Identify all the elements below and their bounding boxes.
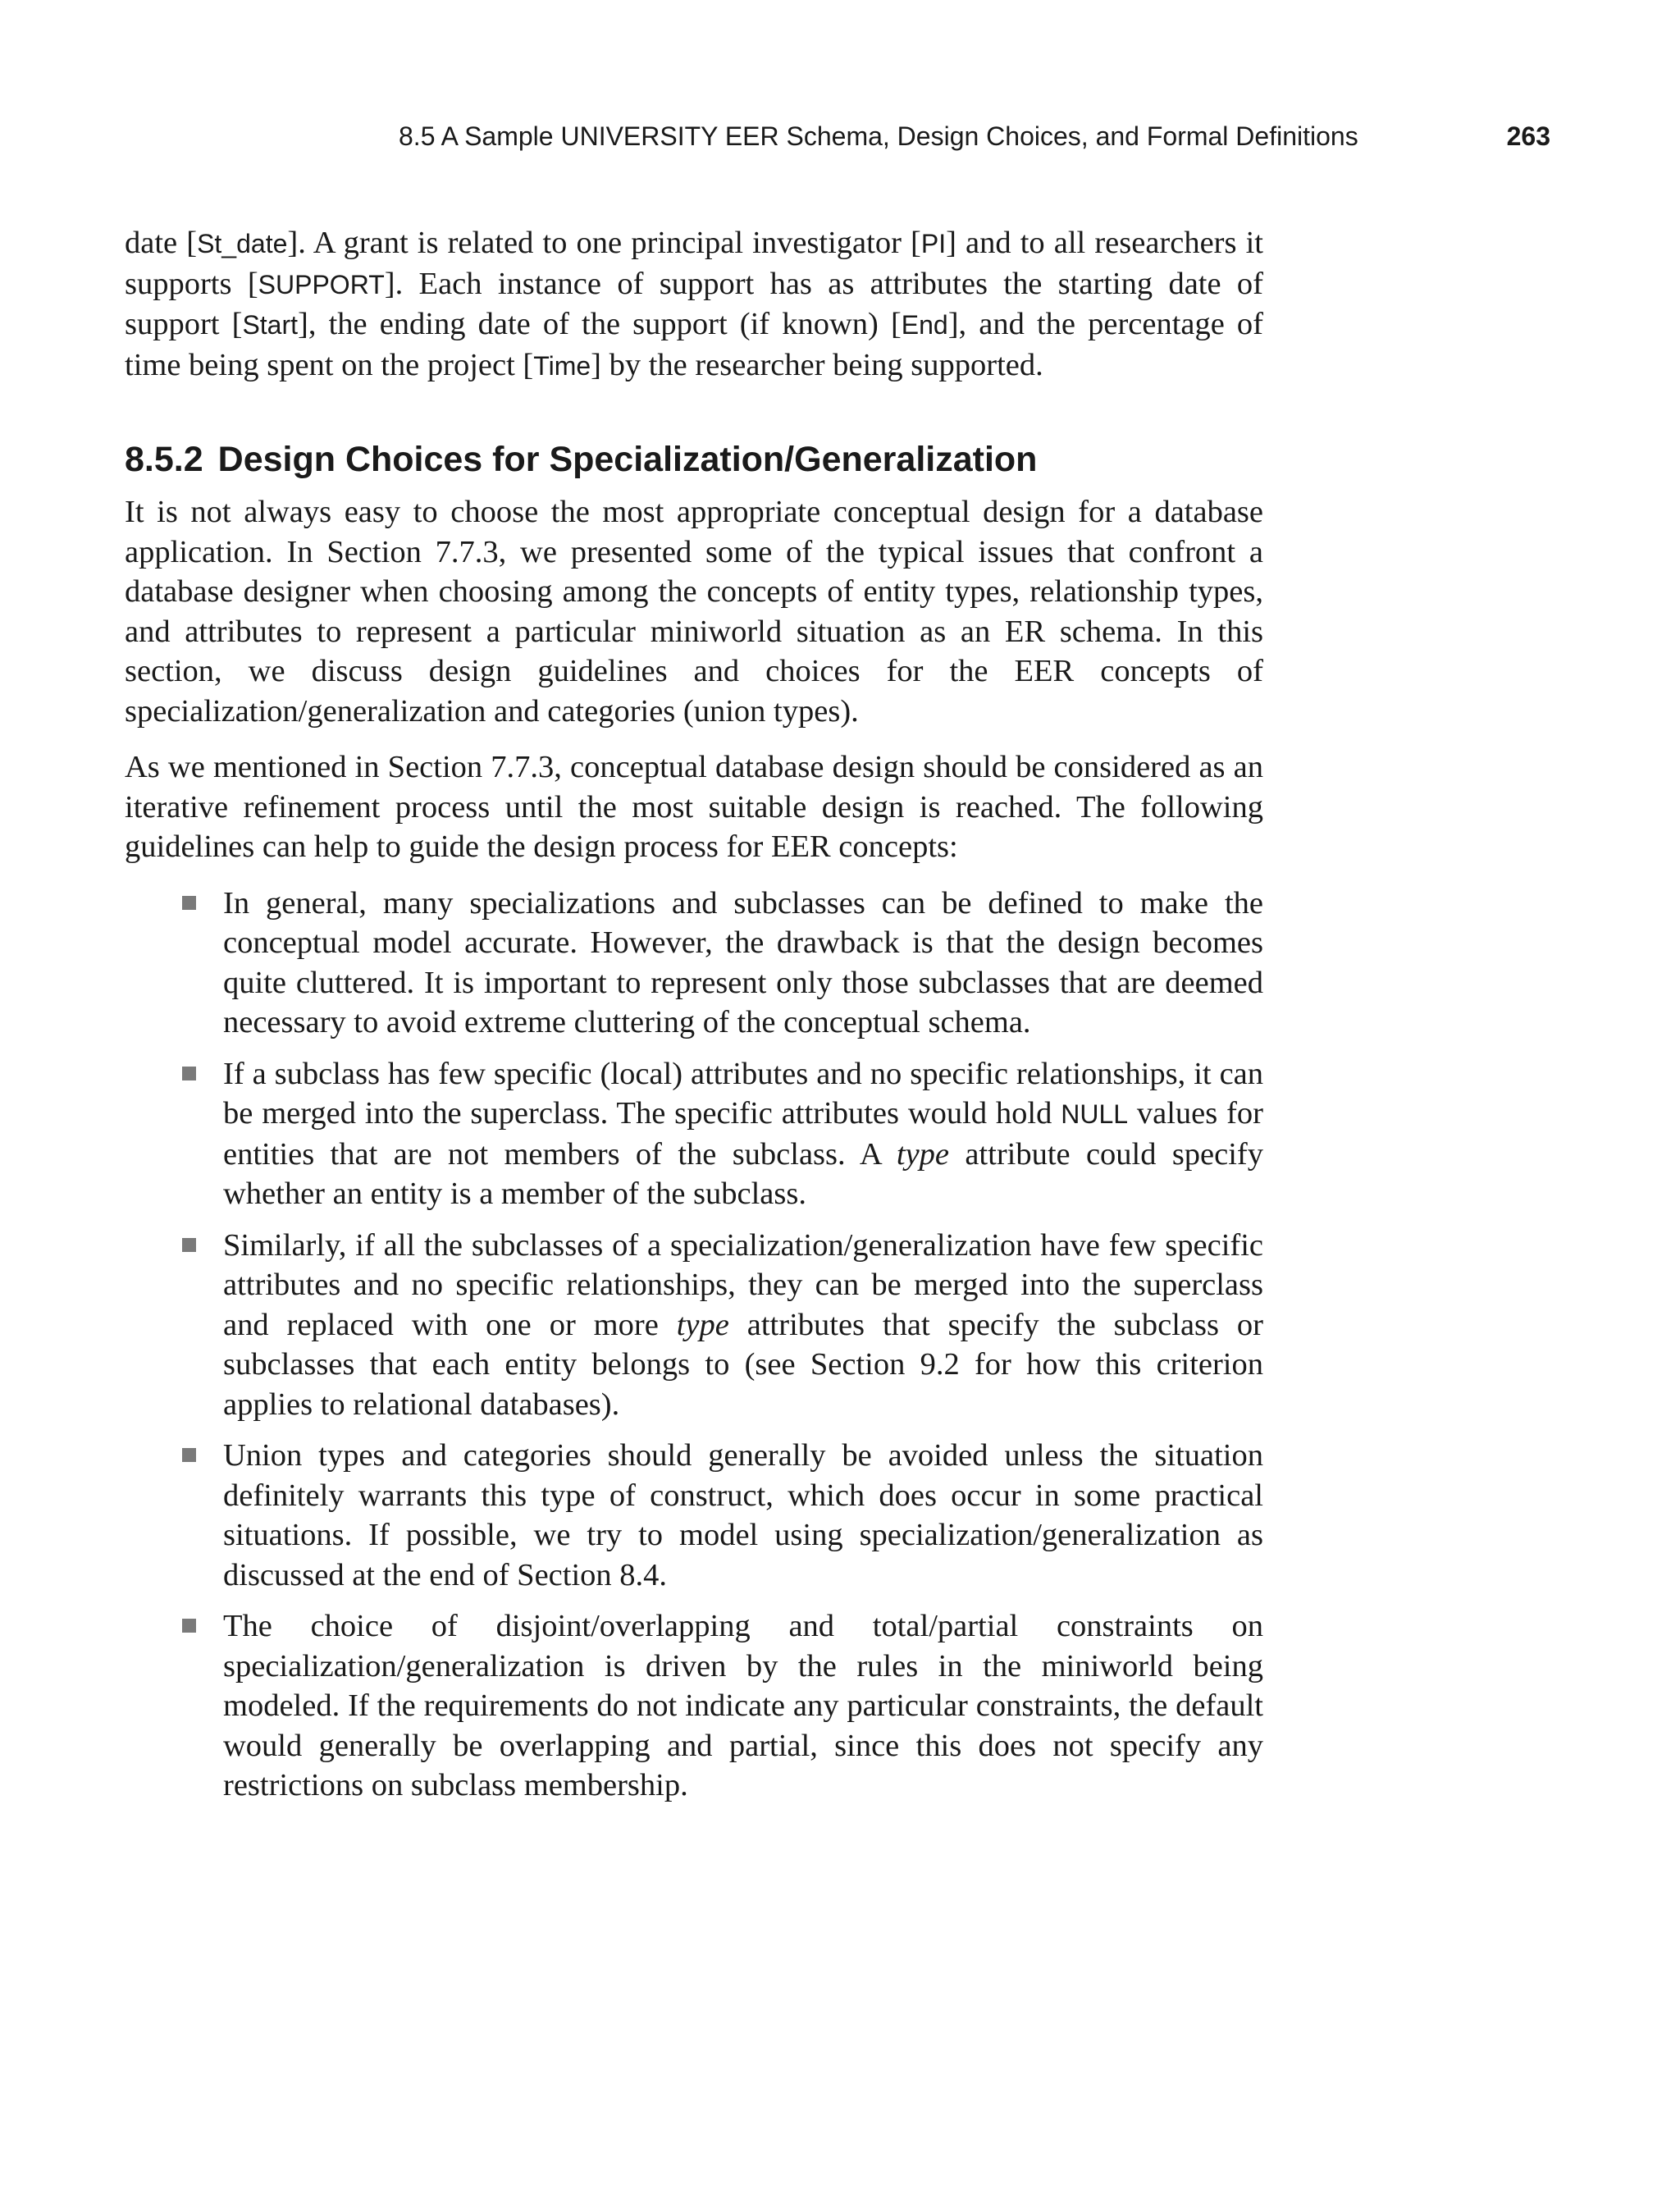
intro-paragraph: [125, 223, 1263, 386]
page-body: [125, 223, 1263, 1817]
list-item: [223, 1226, 1263, 1425]
square-bullet-icon: [182, 1238, 196, 1252]
list-item-text: Union types and categories should generally be avoided unless the situation definitely warrants this type of construct, which does occur in some practical situations. If possible, we try to model using specialization/generalization as discussed at the end of Section 8.4.: [223, 1438, 1263, 1592]
type-emphasis: type: [896, 1136, 949, 1172]
list-item-text: If a subclass has few specific (local) attributes and no specific relationships, it can be merged into the superclass. The specific attributes would hold: [223, 1056, 1263, 1131]
attr-end: End: [901, 310, 948, 340]
type-emphasis: type: [676, 1307, 729, 1342]
attr-support: SUPPORT: [258, 269, 385, 299]
list-item-text: attribute could specify whether an entity is a member of the subclass.: [223, 1136, 1263, 1211]
intro-text: ] and to all researchers it supports [: [125, 226, 1263, 301]
body-paragraph: It is not always easy to choose the most appropriate conceptual design for a database application. In Section 7.7.3, we presented some of the typical issues that confront a database designer when choosing among the concepts of entity types, relationship types, and attributes to represent a particular miniworld situation as an ER schema. In this section, we discuss design guidelines and choices for the EER concepts of specialization/generalization and categories (union types).: [125, 495, 1263, 729]
section-number: 8.5.2: [125, 440, 203, 479]
body-paragraph: As we mentioned in Section 7.7.3, conceptual database design should be considered as an iterative refinement process until the most suitable design is reached. The following guidelines can help to guide the design process for EER concepts:: [125, 750, 1263, 864]
running-head-title: 8.5 A Sample UNIVERSITY EER Schema, Design Choices, and Formal Definitions: [399, 121, 1358, 151]
intro-text: ], the ending date of the support (if known) [: [298, 307, 902, 341]
intro-text: ], and the percentage of time being spent on the project [: [125, 307, 1263, 382]
running-head: [399, 116, 1550, 156]
intro-text: ] by the researcher being supported.: [591, 347, 1043, 382]
attr-pi: PI: [920, 229, 947, 258]
list-item: [223, 1054, 1263, 1214]
list-item: [223, 884, 1263, 1043]
section-title: Design Choices for Specialization/Generalization: [217, 440, 1038, 479]
list-item-text: Similarly, if all the subclasses of a specialization/generalization have few specific attributes and no specific relationships, they can be merged into the superclass and replaced with one or more: [223, 1227, 1263, 1342]
list-item-text: The choice of disjoint/overlapping and total/partial constraints on specialization/generalization is driven by the rules in the miniworld being modeled. If the requirements do not indicate any particular constraints, the default would generally be overlapping and partial, since this does not specify any restrictions on subclass membership.: [223, 1609, 1263, 1802]
intro-text: ]. Each instance of support has as attributes the starting date of support [: [125, 266, 1263, 341]
attr-start: Start: [242, 310, 299, 340]
section-heading: [125, 436, 1263, 482]
attr-st-date: St_date: [197, 229, 288, 258]
null-keyword: NULL: [1061, 1099, 1129, 1129]
square-bullet-icon: [182, 896, 196, 910]
intro-text: date [: [125, 226, 198, 260]
list-item-text: values for entities that are not members of the subclass. A: [223, 1096, 1263, 1172]
page-number: 263: [1506, 121, 1550, 151]
guidelines-list: [125, 884, 1263, 1806]
list-item-text: attributes that specify the subclass or subclasses that each entity belongs to (see Section 9.2 for how this criterion applies to relational databases).: [223, 1307, 1263, 1422]
attr-time: Time: [533, 350, 591, 381]
list-item: [223, 1436, 1263, 1595]
list-item: [223, 1606, 1263, 1806]
square-bullet-icon: [182, 1067, 196, 1080]
square-bullet-icon: [182, 1448, 196, 1462]
intro-text: ]. A grant is related to one principal investigator [: [287, 226, 921, 260]
list-item-text: In general, many specializations and subclasses can be defined to make the conceptual model accurate. However, the drawback is that the design becomes quite cluttered. It is important to represent only those subclasses that are deemed necessary to avoid extreme cluttering of the conceptual schema.: [223, 885, 1263, 1039]
square-bullet-icon: [182, 1619, 196, 1633]
